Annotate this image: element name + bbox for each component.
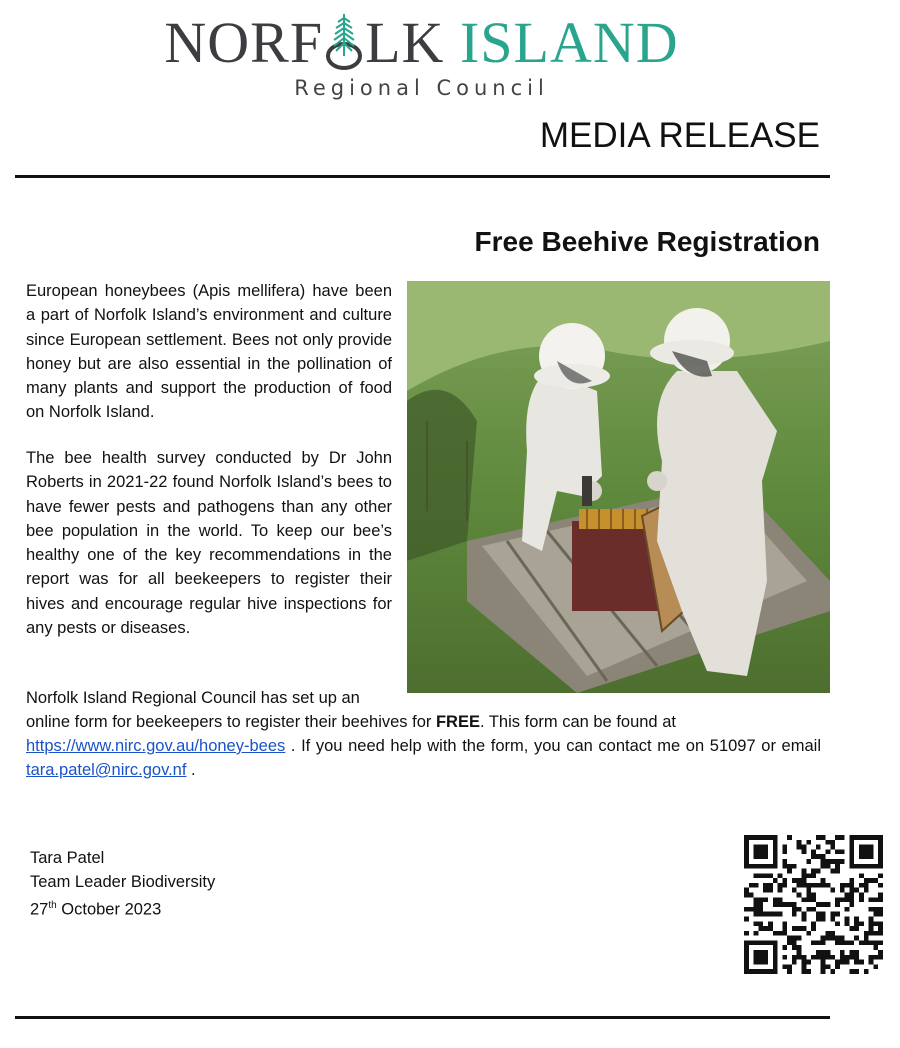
paragraph-3-text-end: .	[186, 761, 196, 779]
email-link[interactable]: tara.patel@nirc.gov.nf	[26, 761, 187, 779]
date-suffix: th	[48, 900, 57, 911]
paragraph-3-text-a: online form for beekeepers to register their beehives for	[26, 713, 436, 731]
date-day: 27	[30, 900, 49, 919]
bottom-divider	[15, 1016, 830, 1019]
logo-lk: LK	[365, 10, 445, 75]
logo-norf: NORF	[164, 10, 324, 75]
top-divider	[15, 175, 830, 178]
date-rest: October 2023	[56, 900, 162, 919]
qr-code[interactable]	[744, 835, 883, 974]
paragraph-3-first-line: Norfolk Island Regional Council has set up an	[26, 689, 360, 707]
signature-date	[30, 894, 215, 922]
paragraph-3-text-c: . If you need help with the form, you can contact me on 51097 or email	[285, 737, 821, 755]
logo-subtitle: Regional Council	[294, 76, 549, 100]
beekeepers-photo	[407, 281, 830, 693]
paragraph-1: European honeybees (Apis mellifera) have been a part of Norfolk Island’s environment and culture since European settlement. Bees not only provide honey but are also essential in the pollination of many plants and support the production of food on Norfolk Island.	[26, 282, 392, 422]
logo-island: ISLAND	[459, 10, 679, 75]
honey-bees-form-link[interactable]: https://www.nirc.gov.au/honey-bees	[26, 737, 286, 755]
norfolk-pine-icon	[323, 12, 365, 70]
logo-wordmark	[0, 10, 843, 76]
headline: Free Beehive Registration	[474, 226, 820, 257]
paragraph-3	[26, 710, 821, 782]
signature-block	[30, 846, 215, 922]
paragraph-2: The bee health survey conducted by Dr John Roberts in 2021-22 found Norfolk Island’s bees to have fewer pests and pathogens than any other bee population in the world. To keep our bee’s healthy one of the key recommendations in the report was for all beekeepers to register their hives and encourage regular hive inspections for any pests or diseases.	[26, 449, 392, 638]
media-release-label: MEDIA RELEASE	[539, 116, 820, 155]
council-logo	[0, 0, 900, 108]
signature-name: Tara Patel	[30, 849, 105, 867]
free-emphasis: FREE	[435, 713, 480, 731]
signature-role: Team Leader Biodiversity	[30, 873, 216, 891]
paragraph-3-text-b: . This form can be found at	[479, 713, 676, 731]
